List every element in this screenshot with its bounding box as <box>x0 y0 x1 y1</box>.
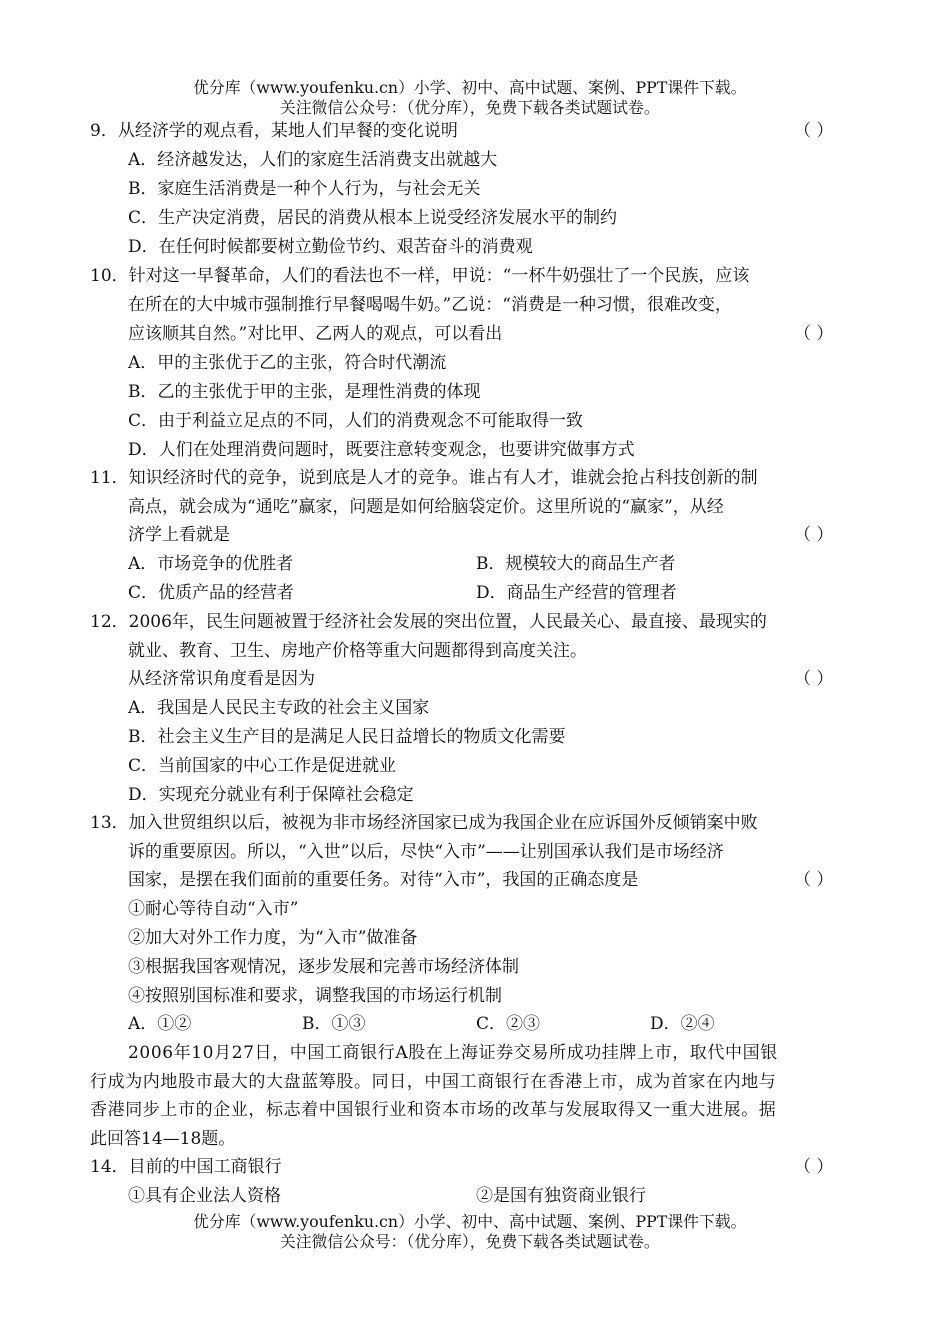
q10-stem-line-3: 应该顺其自然。”对比甲、乙两人的观点，可以看出 <box>128 324 503 344</box>
q13-option-d: D．②④ <box>650 1014 715 1034</box>
q12-answer-paren: （ ） <box>794 669 834 689</box>
passage-line-2: 行成为内地股市最大的大盘蓝筹股。同日，中国工商银行在香港上市，成为首家在内地与 <box>90 1072 777 1092</box>
q12-stem-line-3: 从经济常识角度看是因为 <box>128 669 315 689</box>
q9-option-b: B．家庭生活消费是一种个人行为，与社会无关 <box>128 179 481 199</box>
q11-answer-paren: （ ） <box>794 525 834 545</box>
q12-option-c: C．当前国家的中心工作是促进就业 <box>128 756 397 776</box>
q11-stem-line-3: 济学上看就是 <box>128 525 230 545</box>
passage-line-4: 此回答14—18题。 <box>90 1129 236 1149</box>
q14-item-2: ②是国有独资商业银行 <box>476 1186 646 1206</box>
q11-option-a: A．市场竞争的优胜者 <box>128 554 294 574</box>
q13-stem-line-3: 国家，是摆在我们面前的重要任务。对待“入市”，我国的正确态度是 <box>128 870 639 890</box>
q13-option-b: B．①③ <box>302 1014 366 1034</box>
q11-option-d: D．商品生产经营的管理者 <box>476 583 677 603</box>
q13-option-a: A．①② <box>128 1014 192 1034</box>
footer-line-1: 优分库（www.youfenku.cn）小学、初中、高中试题、案例、PPT课件下载。 <box>193 1212 747 1231</box>
q13-item-2: ②加大对外工作力度，为“入市”做准备 <box>128 928 418 948</box>
q10-stem-line-2: 在所在的大中城市强制推行早餐喝喝牛奶。”乙说：“消费是一种习惯，很难改变， <box>128 295 732 315</box>
footer-line-2: 关注微信公众号：（优分库），免费下载各类试题试卷。 <box>279 1232 660 1251</box>
q11-option-c: C．优质产品的经营者 <box>128 583 295 603</box>
passage-line-3: 香港同步上市的企业，标志着中国银行业和资本市场的改革与发展取得又一重大进展。据 <box>90 1100 777 1120</box>
passage-line-1: 2006年10月27日，中国工商银行A股在上海证券交易所成功挂牌上市，取代中国银 <box>128 1043 778 1063</box>
q14-stem: 14．目前的中国工商银行 <box>90 1157 282 1177</box>
q12-option-d: D．实现充分就业有利于保障社会稳定 <box>128 785 414 805</box>
q13-item-3: ③根据我国客观情况，逐步发展和完善市场经济体制 <box>128 957 519 977</box>
q11-stem-line-1: 11．知识经济时代的竞争，说到底是人才的竞争。谁占有人才，谁就会抢占科技创新的制 <box>90 468 758 488</box>
q13-stem-line-2: 诉的重要原因。所以，“入世”以后，尽快“入市”——让别国承认我们是市场经济 <box>128 842 724 862</box>
q13-item-4: ④按照别国标准和要求，调整我国的市场运行机制 <box>128 986 502 1006</box>
q10-option-c: C．由于利益立足点的不同，人们的消费观念不可能取得一致 <box>128 411 584 431</box>
q10-option-b: B．乙的主张优于甲的主张，是理性消费的体现 <box>128 382 481 402</box>
q10-stem-line-1: 10．针对这一早餐革命，人们的看法也不一样，甲说：“一杯牛奶强壮了一个民族，应该 <box>90 266 750 286</box>
q11-option-b: B．规模较大的商品生产者 <box>476 554 676 574</box>
q12-option-b: B．社会主义生产目的是满足人民日益增长的物质文化需要 <box>128 727 566 747</box>
q12-stem-line-2: 就业、教育、卫生、房地产价格等重大问题都得到高度关注。 <box>128 641 587 661</box>
q14-answer-paren: （ ） <box>794 1157 834 1177</box>
q9-option-c: C．生产决定消费，居民的消费从根本上说受经济发展水平的制约 <box>128 208 618 228</box>
q9-option-a: A．经济越发达，人们的家庭生活消费支出就越大 <box>128 150 498 170</box>
q11-stem-line-2: 高点，就会成为“通吃”赢家，问题是如何给脑袋定价。这里所说的“赢家”，从经 <box>128 497 724 517</box>
q9-stem: 9．从经济学的观点看，某地人们早餐的变化说明 <box>90 121 458 141</box>
q9-answer-paren: （ ） <box>794 121 834 141</box>
q10-option-a: A．甲的主张优于乙的主张，符合时代潮流 <box>128 353 447 373</box>
q10-answer-paren: （ ） <box>794 324 834 344</box>
header-line-1: 优分库（www.youfenku.cn）小学、初中、高中试题、案例、PPT课件下载。 <box>193 78 747 97</box>
q13-item-1: ①耐心等待自动“入市” <box>128 899 299 919</box>
header-line-2: 关注微信公众号：（优分库），免费下载各类试题试卷。 <box>279 98 660 117</box>
q10-option-d: D．人们在处理消费问题时，既要注意转变观念，也要讲究做事方式 <box>128 440 635 460</box>
q12-stem-line-1: 12．2006年，民生问题被置于经济社会发展的突出位置，人民最关心、最直接、最现实的 <box>90 612 767 632</box>
q14-item-1: ①具有企业法人资格 <box>128 1186 281 1206</box>
q9-option-d: D．在任何时候都要树立勤俭节约、艰苦奋斗的消费观 <box>128 237 533 257</box>
q13-answer-paren: （ ） <box>794 870 834 890</box>
q13-option-c: C．②③ <box>476 1014 541 1034</box>
q12-option-a: A．我国是人民民主专政的社会主义国家 <box>128 698 430 718</box>
q13-stem-line-1: 13．加入世贸组织以后，被视为非市场经济国家已成为我国企业在应诉国外反倾销案中败 <box>90 813 758 833</box>
